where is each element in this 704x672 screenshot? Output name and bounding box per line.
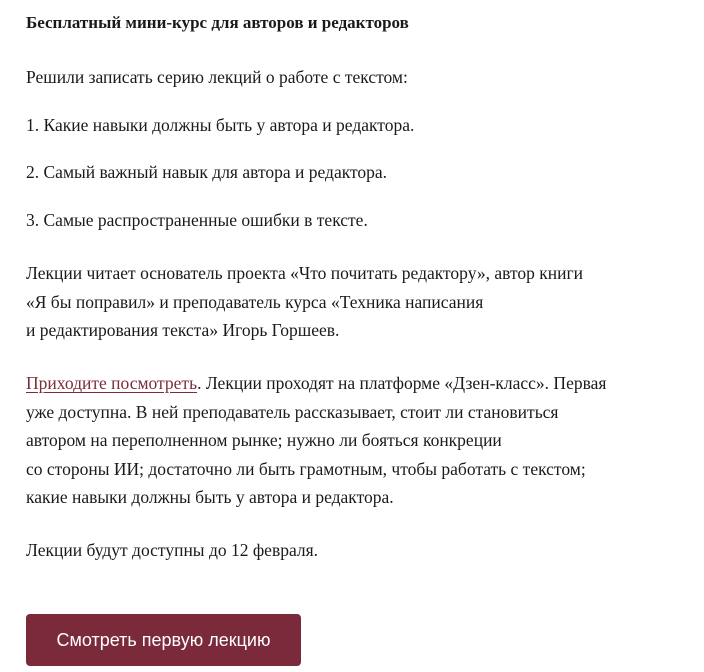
come-watch-line: какие навыки должны быть у автора и редактора. — [26, 487, 394, 507]
lecturer-line: Лекции читает основатель проекта «Что почитать редактору», автор книги — [26, 263, 584, 283]
come-watch-line — [26, 369, 606, 398]
availability-paragraph — [26, 536, 318, 565]
come-watch-paragraph — [26, 369, 606, 512]
come-watch-line: автором на переполненном рынке; нужно ли бояться конкреции — [26, 430, 502, 450]
come-watch-line-rest: . Лекции проходят на платформе «Дзен-класс». Первая — [197, 373, 607, 393]
come-watch-link[interactable]: Приходите посмотреть — [26, 373, 198, 393]
list-item-text: 2. Самый важный навык для автора и редактора. — [26, 162, 388, 182]
list-item — [26, 206, 368, 235]
lecturer-paragraph — [26, 259, 583, 345]
watch-first-lecture-button[interactable]: Смотреть первую лекцию — [26, 614, 301, 666]
availability-text: Лекции будут доступны до 12 февраля. — [26, 540, 319, 560]
list-item — [26, 111, 414, 140]
lecturer-line: и редактирования текста» Игорь Горшеев. — [26, 320, 340, 340]
list-item-text: 1. Какие навыки должны быть у автора и редактора. — [26, 115, 415, 135]
come-watch-line: со стороны ИИ; достаточно ли быть грамотным, чтобы работать с текстом; — [26, 458, 586, 479]
lecturer-line: «Я бы поправил» и преподаватель курса «Техника написания — [26, 291, 484, 312]
list-item-text: 3. Самые распространенные ошибки в тексте. — [26, 210, 368, 230]
intro-paragraph — [26, 63, 408, 92]
come-watch-line: уже доступна. В ней преподаватель рассказывает, стоит ли становиться — [26, 401, 559, 422]
list-item — [26, 158, 387, 187]
article-title: Бесплатный мини-курс для авторов и редакторов — [26, 13, 409, 32]
intro-text: Решили записать серию лекций о работе с текстом: — [26, 67, 408, 87]
